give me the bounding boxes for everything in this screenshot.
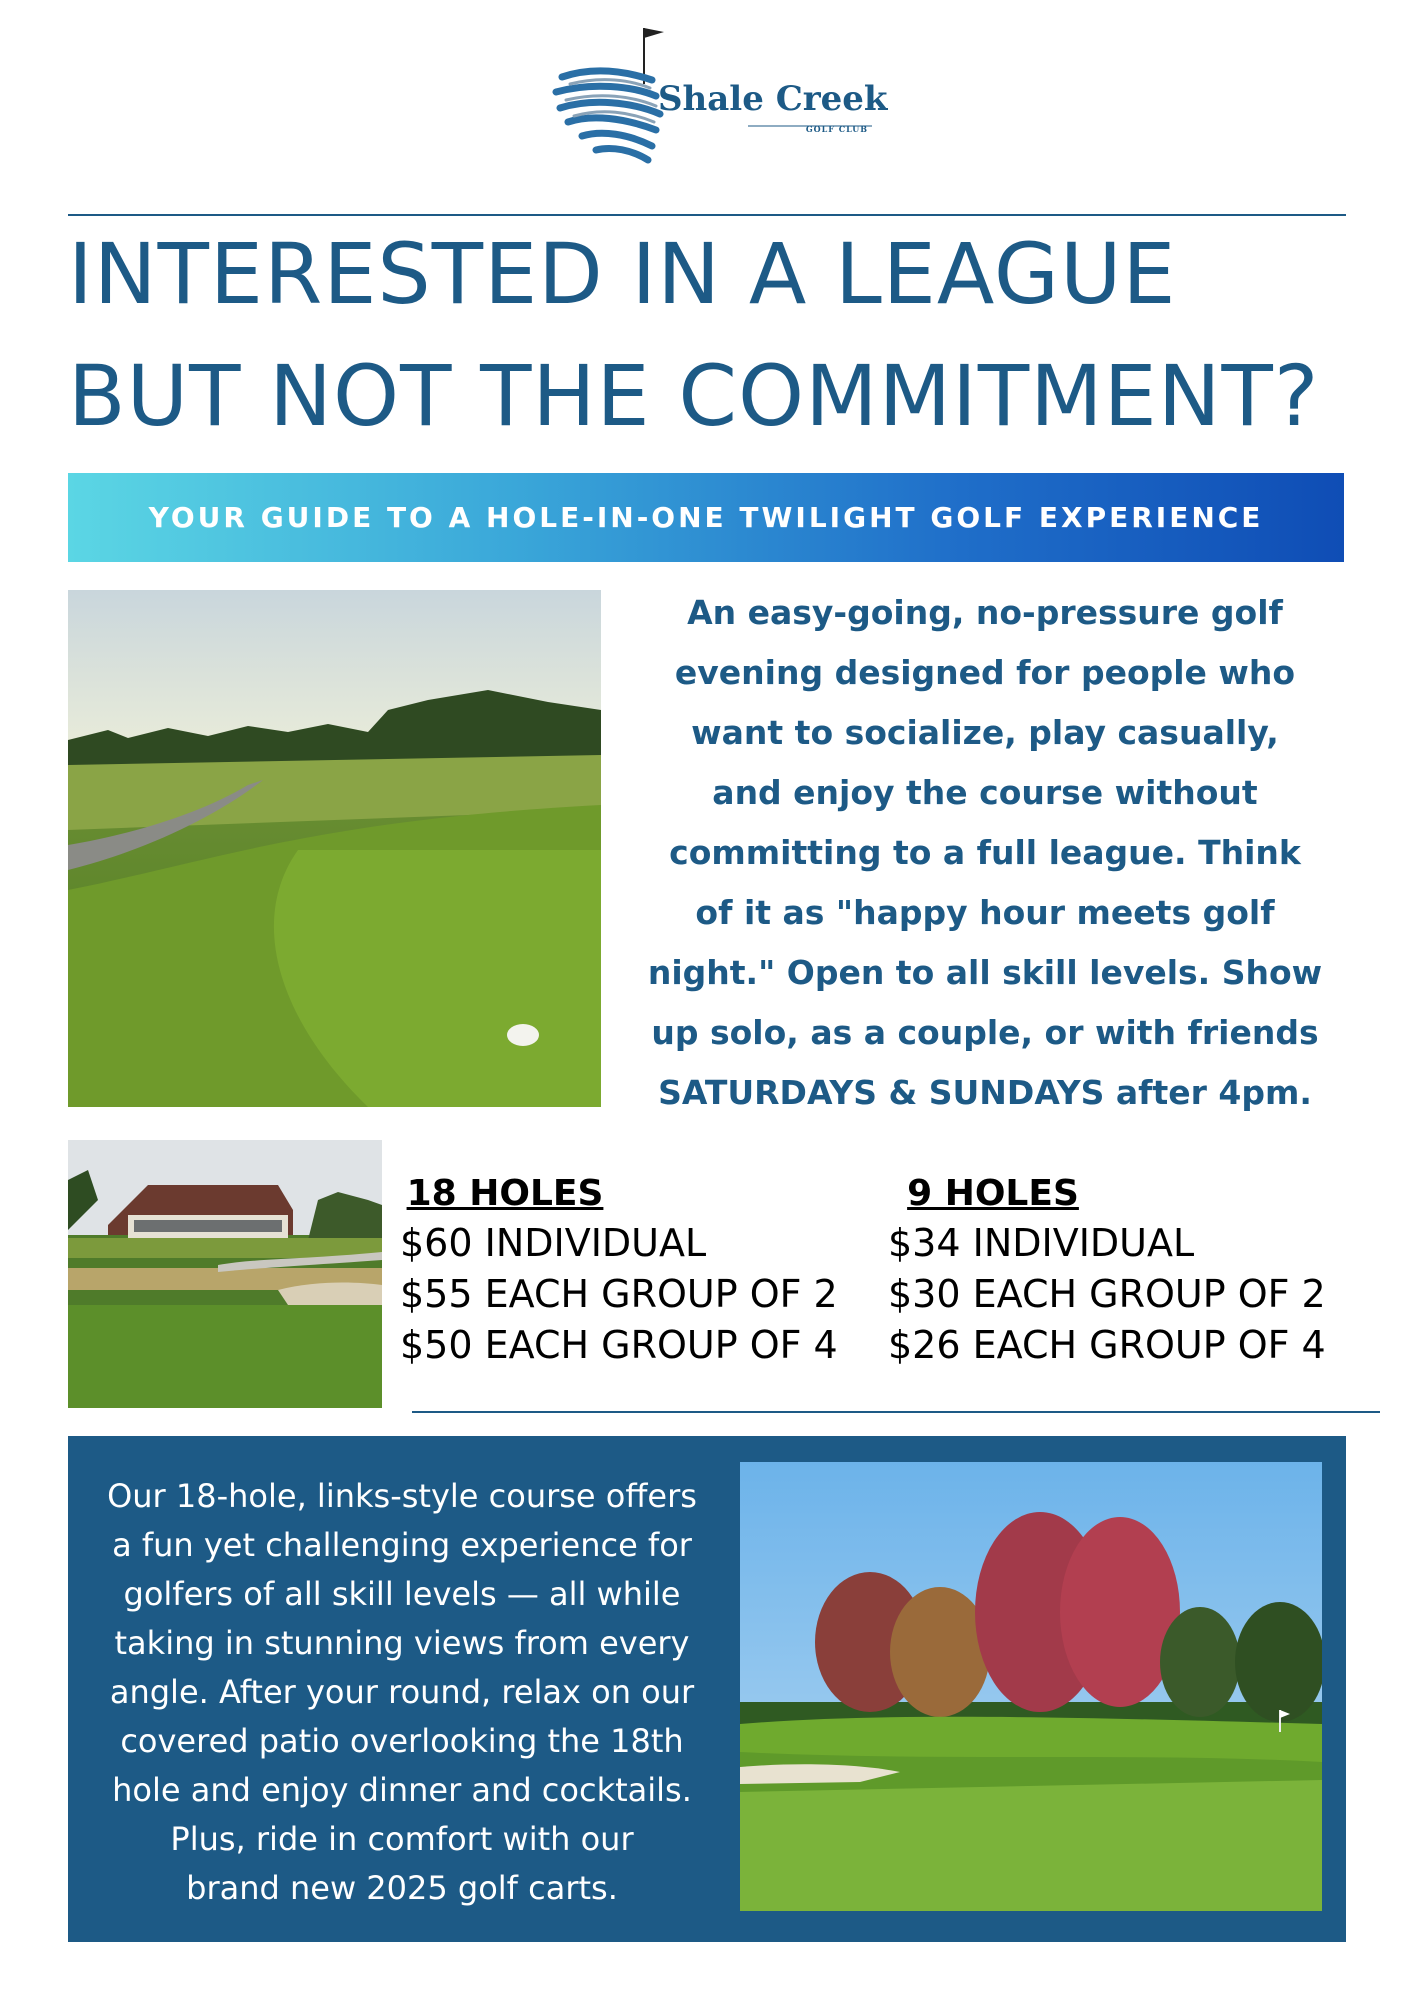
headline-line-1: INTERESTED IN A LEAGUE (68, 225, 1177, 323)
price-row: $30 EACH GROUP OF 2 (888, 1272, 1326, 1316)
divider-top (68, 214, 1346, 216)
intro-text (630, 583, 1340, 1123)
intro-line: and enjoy the course without (712, 773, 1258, 812)
intro-line: SATURDAYS & SUNDAYS after 4pm. (658, 1073, 1312, 1112)
course-line: angle. After your round, relax on our (109, 1673, 695, 1711)
course-line: golfers of all skill levels — all while (123, 1575, 681, 1613)
divider-pricing (412, 1411, 1380, 1413)
price-row: $34 INDIVIDUAL (888, 1221, 1195, 1265)
intro-line: up solo, as a couple, or with friends (651, 1013, 1319, 1052)
course-line: covered patio overlooking the 18th (120, 1722, 684, 1760)
pricing-9-title: 9 HOLES (907, 1173, 1079, 1214)
intro-line: An easy-going, no-pressure golf (687, 593, 1283, 632)
course-line: hole and enjoy dinner and cocktails. (112, 1771, 692, 1809)
course-line: brand new 2025 golf carts. (186, 1869, 618, 1907)
intro-line: committing to a full league. Think (669, 833, 1301, 872)
headline-line-2: BUT NOT THE COMMITMENT? (68, 347, 1320, 445)
price-row: $55 EACH GROUP OF 2 (400, 1272, 838, 1316)
intro-line: want to socialize, play casually, (691, 713, 1279, 752)
price-row: $26 EACH GROUP OF 4 (888, 1323, 1326, 1367)
price-row: $50 EACH GROUP OF 4 (400, 1323, 838, 1367)
course-line: Our 18-hole, links-style course offers (107, 1477, 697, 1515)
pricing-18-title: 18 HOLES (406, 1173, 604, 1214)
price-row: $60 INDIVIDUAL (400, 1221, 707, 1265)
intro-line: evening designed for people who (674, 653, 1296, 692)
banner-text: YOUR GUIDE TO A HOLE-IN-ONE TWILIGHT GOLF EXPERIENCE (148, 501, 1264, 534)
intro-line: night." Open to all skill levels. Show (647, 953, 1323, 992)
course-description (82, 1472, 722, 1913)
pricing-9-holes (888, 1170, 1358, 1371)
course-line: taking in stunning views from every (114, 1624, 690, 1662)
course-line: a fun yet challenging experience for (112, 1526, 692, 1564)
intro-line: of it as "happy hour meets golf (695, 893, 1275, 932)
logo-subtitle: GOLF CLUB (805, 124, 868, 134)
autumn-trees-photo (740, 1462, 1322, 1911)
guide-banner (68, 473, 1344, 562)
course-line: Plus, ride in comfort with our (170, 1820, 634, 1858)
logo (552, 22, 888, 182)
logo-name: Shale Creek (658, 79, 888, 119)
fairway-photo (68, 590, 601, 1107)
